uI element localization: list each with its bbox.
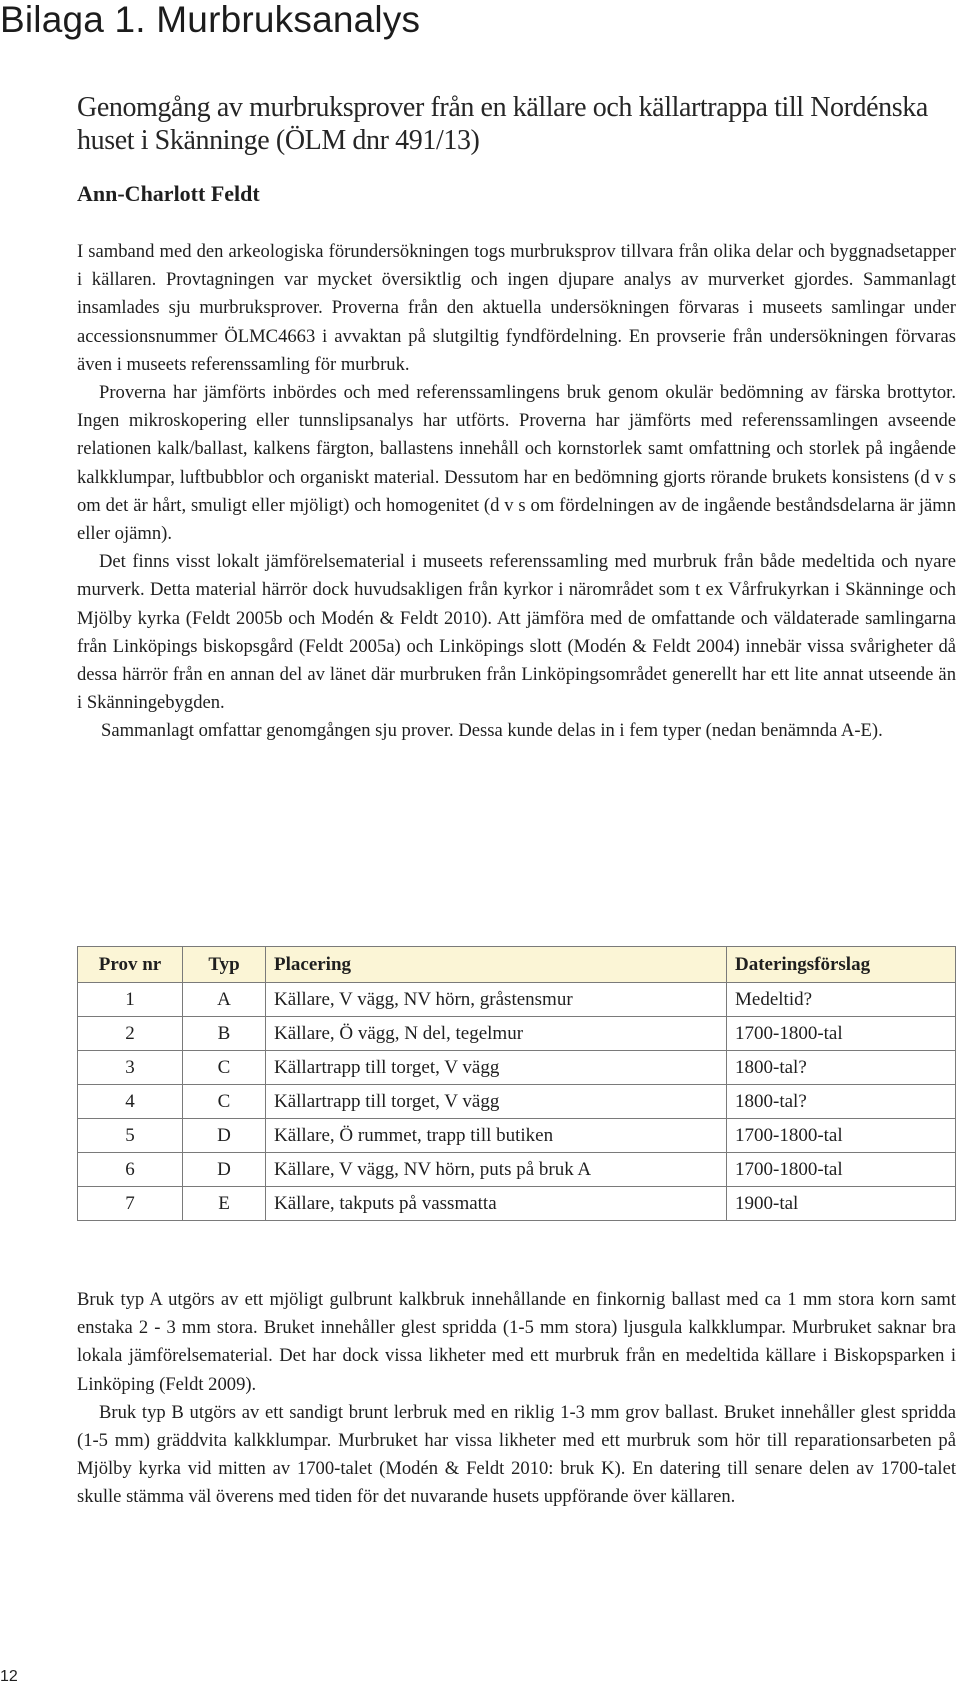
author-name: Ann-Charlott Feldt [77,181,260,206]
cell-prov-nr: 5 [78,1119,183,1153]
page-heading: Bilaga 1. Murbruksanalys [0,0,421,40]
cell-typ: C [183,1051,266,1085]
cell-datering: 1800-tal? [727,1085,956,1119]
cell-prov-nr: 6 [78,1153,183,1187]
column-header-typ: Typ [183,947,266,983]
cell-placering: Källare, V vägg, NV hörn, gråstensmur [266,983,727,1017]
table-row [78,1017,956,1051]
cell-datering: 1800-tal? [727,1051,956,1085]
analysis-paragraph: Bruk typ A utgörs av ett mjöligt gulbrunt kalkbruk innehållande en finkornig ballast med ca 1 mm stora korn samt enstaka 2 - 3 mm stora. Bruket innehåller glest spridda (1-5 mm stora) ljusgula kalkklumpar. Murbruket saknar bra lokala jämförelsematerial. Det har dock vissa likheter med ett murbruk från en medeltida källare i Biskopsparken i Linköping (Feldt 2009). [77,1289,956,1395]
cell-datering: Medeltid? [727,983,956,1017]
intro-paragraph: I samband med den arkeologiska förundersökningen togs murbruksprov tillvara från olika delar och byggnadsetapper i källaren. Provtagningen var mycket översiktlig och ingen djupare analys av murverket gjordes. Sammanlagt insamlades sju murbruksprover. Proverna från den aktuella undersökningen förvaras i museets samlingar under accessionsnummer ÖLMC4663 i avvaktan på slutgiltig fyndfördelning. En provserie från undersökningen förvaras även i museets referenssamling för murbruk. [77,241,956,375]
cell-prov-nr: 3 [78,1051,183,1085]
cell-typ: E [183,1187,266,1221]
cell-typ: C [183,1085,266,1119]
cell-prov-nr: 1 [78,983,183,1017]
cell-datering: 1700-1800-tal [727,1119,956,1153]
cell-datering: 1700-1800-tal [727,1153,956,1187]
cell-placering: Källare, Ö vägg, N del, tegelmur [266,1017,727,1051]
column-header-placering: Placering [266,947,727,983]
cell-typ: D [183,1153,266,1187]
cell-typ: A [183,983,266,1017]
table-row [78,1187,956,1221]
cell-placering: Källartrapp till torget, V vägg [266,1051,727,1085]
analysis-paragraph: Bruk typ B utgörs av ett sandigt brunt lerbruk med en riklig 1-3 mm grov ballast. Bruket innehåller glest spridda (1-5 mm) gräddvita kalkklumpar. Murbruket har vissa likheter med ett murbruk som hör till reparationsarbeten på Mjölby kyrka vid mitten av 1700-talet (Modén & Feldt 2010: bruk K). En datering till senare delen av 1700-talet skulle stämma väl överens med tiden för det nuvarande husets uppförande över källaren. [77,1401,956,1508]
intro-paragraph: Sammanlagt omfattar genomgången sju prover. Dessa kunde delas in i fem typer (nedan benämnda A-E). [101,720,883,742]
analysis-text-block [77,1286,956,1512]
cell-prov-nr: 4 [78,1085,183,1119]
table-row [78,1085,956,1119]
cell-typ: B [183,1017,266,1051]
cell-datering: 1900-tal [727,1187,956,1221]
cell-datering: 1700-1800-tal [727,1017,956,1051]
sample-table [77,946,956,1221]
column-header-dateringsforslag: Dateringsförslag [727,947,956,983]
table-header-row [78,947,956,983]
intro-text-block [77,238,956,746]
intro-paragraph: Proverna har jämförts inbördes och med referenssamlingens bruk genom okulär bedömning av färska brottytor. Ingen mikroskopering eller tunnslipsanalys har utförts. Proverna har jämförts med referenssamlingen avseende relationen kalk/ballast, kalkens färgton, ballastens innehåll och kornstorlek samt omfattning och storlek på ingående kalkklumpar, luftbubblor och organiskt material. Dessutom har en bedömning gjorts rörande brukets konsistens (d v s om det är hårt, smuligt eller mjöligt) och homogenitet (d v s om fördelningen av de ingående beståndsdelarna är jämn eller ojämn). [77,382,956,545]
table-row [78,1153,956,1187]
cell-placering: Källare, takputs på vassmatta [266,1187,727,1221]
cell-placering: Källare, V vägg, NV hörn, puts på bruk A [266,1153,727,1187]
cell-placering: Källartrapp till torget, V vägg [266,1085,727,1119]
column-header-prov-nr: Prov nr [78,947,183,983]
cell-typ: D [183,1119,266,1153]
table-row [78,983,956,1017]
intro-paragraph: Det finns visst lokalt jämförelsematerial i museets referenssamling med murbruk från både medeltida och nyare murverk. Detta material härrör dock huvudsakligen från kyrkor i närområdet som t ex Vårfrukyrkan i Skänninge och Mjölby kyrka (Feldt 2005b och Modén & Feldt 2010). Att jämföra med de omfattande och väldaterade samlingarna från Linköpings biskopsgård (Feldt 2005a) och Linköpings slott (Modén & Feldt 2004) innebär vissa svårigheter då dessa härrör från en annan del av länet där murbruken från Linköpingsområdet generellt har ett lite annat utseende än i Skänningebygden. [77,551,956,714]
table-row [78,1051,956,1085]
cell-prov-nr: 7 [78,1187,183,1221]
page-number: 12 [0,1668,18,1685]
cell-prov-nr: 2 [78,1017,183,1051]
table-row [78,1119,956,1153]
document-subtitle: Genomgång av murbruksprover från en källare och källartrappa till Nordénska huset i Skänninge (ÖLM dnr 491/13) [77,92,928,156]
cell-placering: Källare, Ö rummet, trapp till butiken [266,1119,727,1153]
